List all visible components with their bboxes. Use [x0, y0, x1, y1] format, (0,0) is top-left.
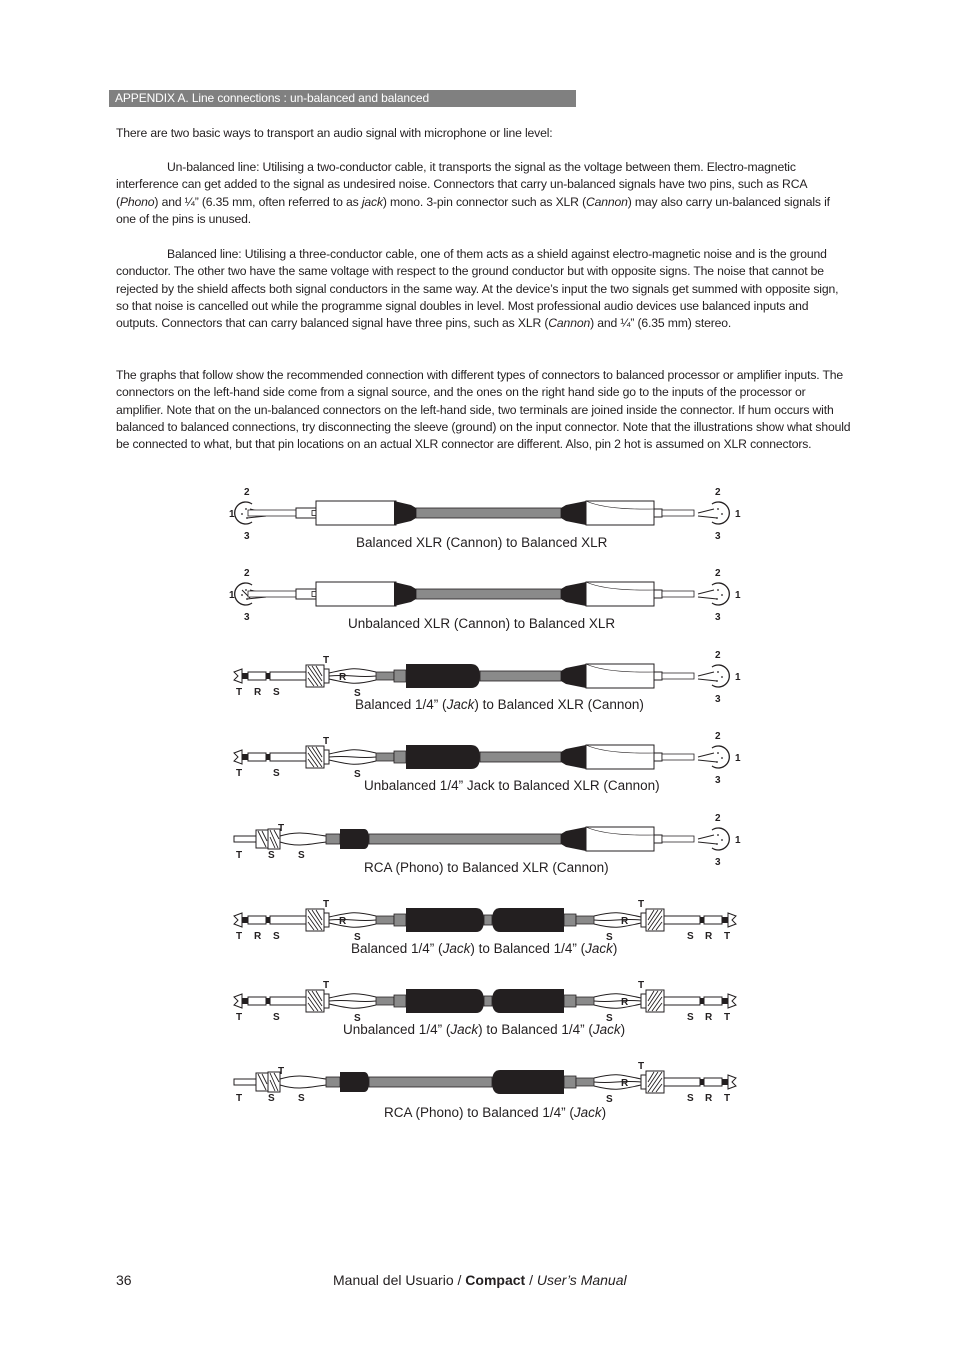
pin-label: 1 — [229, 509, 235, 520]
intro-text: There are two basic ways to transport an audio signal with microphone or line level: — [116, 126, 553, 140]
pin-label: S — [606, 932, 613, 943]
pin-label: T — [638, 980, 645, 991]
pin-label: T — [724, 1012, 731, 1023]
diagram-caption: Unbalanced 1/4” (Jack) to Balanced 1/4” (Jack) — [343, 1022, 626, 1037]
pin-label: R — [621, 997, 629, 1008]
pin-label: R — [339, 916, 347, 927]
unbalanced-text-3: ) mono. 3-pin connector such as XLR ( — [382, 194, 586, 209]
graphs-paragraph — [116, 367, 852, 453]
diagram-caption: Balanced XLR (Cannon) to Balanced XLR — [356, 535, 608, 550]
pin-label: T — [278, 1066, 285, 1077]
unbalanced-text — [116, 159, 852, 228]
pin-label: 3 — [715, 857, 721, 868]
pin-label: 2 — [244, 487, 250, 498]
diagram-rca-jack — [234, 1061, 736, 1120]
diagram-caption: Balanced 1/4” (Jack) to Balanced XLR (Cannon) — [355, 697, 644, 712]
unbalanced-text-4: ) may also carry un-balanced signals if one of the pins is unused. — [116, 194, 830, 226]
footer-title-part: Manual del Usuario / — [333, 1272, 466, 1288]
pin-label: 1 — [735, 672, 741, 683]
diagram-caption: Balanced 1/4” (Jack) to Balanced 1/4” (Jack) — [351, 941, 618, 956]
pin-label: T — [236, 931, 243, 942]
pin-label: 2 — [715, 568, 721, 579]
pin-label: R — [705, 1093, 713, 1104]
pin-label: R — [254, 931, 262, 942]
pin-label: S — [298, 1093, 305, 1104]
pin-label: 1 — [735, 835, 741, 846]
pin-label: 2 — [715, 731, 721, 742]
pin-label: T — [323, 899, 330, 910]
diagram-jack-jack — [234, 899, 736, 956]
pin-label: S — [273, 1012, 280, 1023]
diagram-rca-xlr — [234, 813, 741, 875]
footer-title-brand: Compact — [465, 1272, 526, 1288]
cannon-term: Cannon — [585, 194, 628, 209]
pin-label: T — [323, 736, 330, 747]
balanced-text-2: ) and ¼” (6.35 mm) stereo. — [590, 316, 732, 331]
pin-label: 2 — [715, 650, 721, 661]
balanced-paragraph — [116, 246, 852, 332]
pin-label: 3 — [715, 531, 721, 542]
footer-title-part: User’s Manual — [536, 1272, 627, 1288]
pin-label: 1 — [735, 590, 741, 601]
pin-label: S — [354, 932, 361, 943]
pin-label: T — [638, 899, 645, 910]
pin-label: 2 — [715, 813, 721, 824]
diagram-unbalanced-jack-jack — [234, 980, 736, 1037]
footer-title-part: / — [525, 1272, 537, 1288]
pin-label: 1 — [229, 590, 235, 601]
pin-label: T — [323, 980, 330, 991]
pin-label: R — [705, 931, 713, 942]
jack-term: jack — [361, 194, 383, 209]
diagram-caption: RCA (Phono) to Balanced XLR (Cannon) — [364, 860, 609, 875]
phono-term: Phono — [119, 194, 155, 209]
pin-label: T — [236, 687, 243, 698]
intro-paragraph — [116, 125, 852, 142]
diagram-jack-xlr — [234, 650, 741, 712]
pin-label: S — [354, 1013, 361, 1024]
footer-title — [333, 1272, 627, 1288]
unbalanced-paragraph — [116, 159, 852, 228]
pin-label: T — [236, 768, 243, 779]
balanced-text-1: Balanced line: Utilising a three-conductor cable, one of them acts as a shield against electro-magnetic noise and is the ground conductor. The other two have the same voltage with respect to the ground conductor but with opposite signs. The noise that cannot be rejected by the shield affects both signal conductors in the same way. At the device’s input the two signals get summed with opposite sign, so that noise is cancelled out while the programme signal doubles in level. Most professional audio devices use balanced inputs and outputs. Connectors that can carry balanced signal have three pins, such as XLR ( — [116, 247, 839, 331]
diagram-unbalanced-jack-xlr — [234, 731, 741, 793]
pin-label: S — [273, 687, 280, 698]
page-number: 36 — [116, 1272, 132, 1288]
pin-label: 1 — [735, 509, 741, 520]
pin-label: 3 — [244, 531, 250, 542]
pin-label: T — [236, 1012, 243, 1023]
diagram-unbalanced-xlr-xlr — [229, 568, 741, 631]
pin-label: S — [687, 931, 694, 942]
pin-label: T — [236, 1093, 243, 1104]
pin-label: S — [273, 931, 280, 942]
pin-label: R — [339, 672, 347, 683]
pin-label: T — [323, 655, 330, 666]
pin-label: S — [268, 850, 275, 861]
pin-label: T — [724, 931, 731, 942]
pin-label: S — [687, 1012, 694, 1023]
pin-label: T — [278, 823, 285, 834]
pin-label: R — [621, 916, 629, 927]
pin-label: 3 — [715, 775, 721, 786]
connection-diagrams — [226, 482, 746, 1132]
pin-label: 2 — [715, 487, 721, 498]
pin-label: S — [606, 1013, 613, 1024]
unbalanced-text-2: ) and ¼” (6.35 mm, often referred to as — [154, 194, 362, 209]
pin-label: R — [254, 687, 262, 698]
pin-label: T — [638, 1061, 645, 1072]
pin-label: S — [273, 768, 280, 779]
pin-label: 3 — [244, 612, 250, 623]
pin-label: S — [298, 850, 305, 861]
diagram-caption: Unbalanced 1/4” Jack to Balanced XLR (Cannon) — [364, 778, 660, 793]
unbalanced-text-1: Un-balanced line: Utilising a two-conductor cable, it transports the signal as the voltage between them. Electro-magnetic interference can get added to the signal as undesired noise. Connectors that carry un-balanced signals have two pins, such as RCA ( — [116, 160, 807, 209]
graphs-text: The graphs that follow show the recommended connection with different types of connectors to balanced processor or amplifier inputs. The connectors on the left-hand side come from a signal source, and the ones on the right hand side go to the inputs of the processor or amplifier. Note that on the un-balanced connectors on the left-hand side, two terminals are joined inside the connector. If hum occurs with balanced to balanced connections, try disconnecting the sleeve (ground) on the input connector. Note that the illustrations show what should be connected to what, but that pin locations on an actual XLR connector are different. Also, pin 2 hot is assumed on XLR connectors. — [116, 368, 851, 452]
pin-label: 3 — [715, 694, 721, 705]
pin-label: R — [705, 1012, 713, 1023]
pin-label: S — [606, 1094, 613, 1105]
pin-label: S — [354, 688, 361, 699]
balanced-text — [116, 246, 852, 332]
appendix-header: APPENDIX A. Line connections : un-balanced and balanced — [109, 90, 576, 107]
pin-label: S — [268, 1093, 275, 1104]
diagram-xlr-xlr — [229, 487, 741, 550]
pin-label: 2 — [244, 568, 250, 579]
pin-label: 1 — [735, 753, 741, 764]
pin-label: S — [354, 769, 361, 780]
diagram-caption: Unbalanced XLR (Cannon) to Balanced XLR — [348, 616, 616, 631]
pin-label: R — [621, 1078, 629, 1089]
pin-label: S — [687, 1093, 694, 1104]
cannon-term-2: Cannon — [548, 316, 591, 331]
diagram-caption: RCA (Phono) to Balanced 1/4” (Jack) — [384, 1105, 607, 1120]
pin-label: 3 — [715, 612, 721, 623]
pin-label: T — [236, 850, 243, 861]
pin-label: T — [724, 1093, 731, 1104]
